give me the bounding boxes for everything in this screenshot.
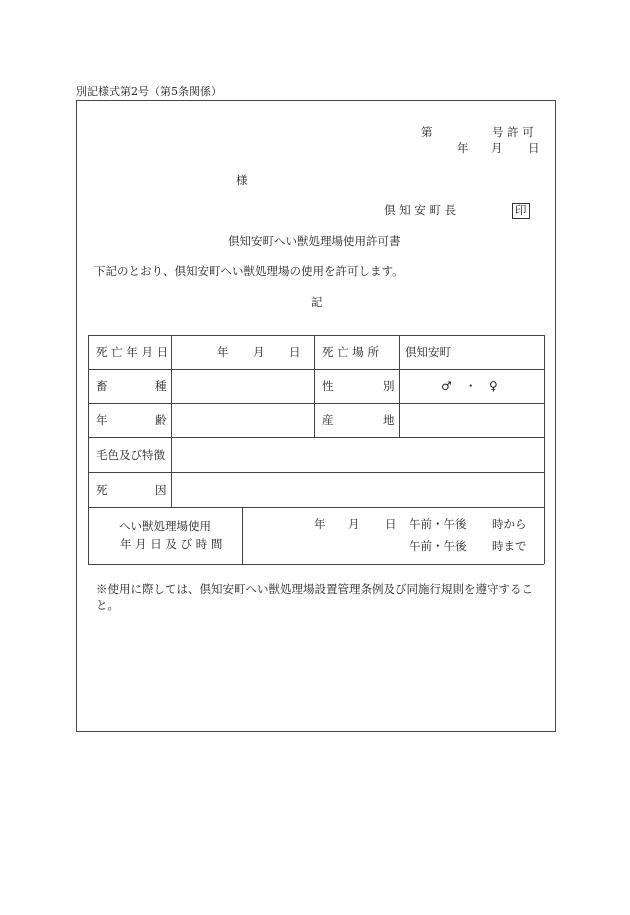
usage-day: 日 [385, 517, 397, 531]
form-frame [76, 100, 556, 732]
usage-until: 時まで [492, 539, 527, 553]
species-label-1: 畜 [96, 379, 108, 393]
death-date-label: 死 亡 年 月 日 [96, 345, 169, 359]
ki-label: 記 [311, 295, 323, 309]
death-place-value: 倶知安町 [405, 345, 451, 359]
species-label-2: 種 [155, 379, 167, 393]
death-date-day: 日 [289, 345, 301, 359]
usage-label-line1: へい獣処理場使用 [119, 519, 211, 533]
usage-month: 月 [348, 517, 360, 531]
cause-label-1: 死 [96, 483, 108, 497]
document-title: 倶知安町へい獣処理場使用許可書 [228, 234, 401, 248]
origin-label-2: 地 [383, 413, 395, 427]
usage-ampm-1: 午前・午後 [409, 517, 467, 531]
coat-label: 毛色及び特徴 [96, 448, 165, 462]
issue-date-year: 年 [457, 141, 469, 155]
addressee-honorific: 様 [236, 173, 248, 187]
female-symbol-icon: ♀ [489, 379, 498, 393]
form-number: 別記様式第2号（第5条関係） [76, 85, 222, 98]
usage-year: 年 [314, 517, 326, 531]
male-symbol-icon: ♂ [441, 379, 452, 393]
death-date-month: 月 [253, 345, 265, 359]
sex-separator: ・ [465, 379, 477, 393]
issuer-title: 倶 知 安 町 長 [384, 203, 457, 217]
origin-label-1: 産 [322, 413, 334, 427]
usage-from: 時から [492, 517, 527, 531]
issue-date-month: 月 [491, 141, 503, 155]
sex-label-2: 別 [383, 379, 395, 393]
usage-ampm-2: 午前・午後 [409, 539, 467, 553]
seal-mark: 印 [512, 203, 530, 219]
intro-text: 下記のとおり、倶知安町へい獣処理場の使用を許可します。 [94, 264, 404, 278]
death-date-year: 年 [217, 345, 229, 359]
issue-date-day: 日 [528, 141, 540, 155]
sex-label-1: 性 [322, 379, 334, 393]
note-line-1: ※使用に際しては、倶知安町へい獣処理場設置管理条例及び同施行規則を遵守するこ [96, 582, 533, 596]
usage-label-line2: 年 月 日 及 び 時 間 [120, 537, 223, 551]
age-label-1: 年 [96, 413, 108, 427]
age-label-2: 齢 [155, 413, 167, 427]
death-place-label: 死 亡 場 所 [322, 345, 379, 359]
permit-number-suffix: 号 許 可 [492, 125, 534, 139]
permit-number-prefix: 第 [421, 125, 433, 139]
cause-label-2: 因 [155, 483, 167, 497]
note-line-2: と。 [96, 598, 119, 612]
